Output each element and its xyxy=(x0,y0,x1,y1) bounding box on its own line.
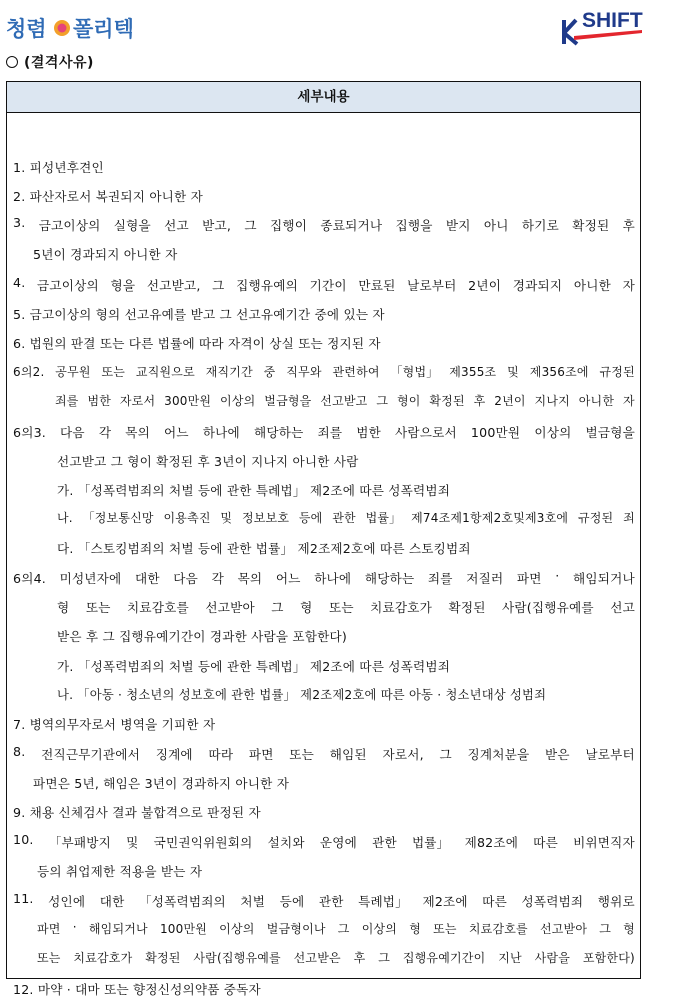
table-header: 세부내용 xyxy=(7,82,640,113)
list-item: 12. 마약 · 대마 또는 향정신성의약품 중독자 xyxy=(13,982,261,997)
list-item: 4. 금고이상의 형을 선고받고, 그 집행유예의 기간이 만료된 날로부터 2년이 경과되지 아니한 자 xyxy=(13,275,635,293)
list-item: 9. 채용 신체검사 결과 불합격으로 판정된 자 xyxy=(13,805,261,820)
list-item: 가. 「성폭력범죄의 처벌 등에 관한 특례법」 제2조에 따른 성폭력범죄 xyxy=(57,483,451,498)
list-item: 11. 성인에 대한 「성폭력범죄의 처벌 등에 관한 특례법」 제2조에 따른 성폭력범죄 행위로 xyxy=(13,891,635,909)
list-item: 6의2. 공무원 또는 교직원으로 재직기간 중 직무와 관련하여 「형법」 제355조 및 제356조에 규정된 xyxy=(13,365,635,379)
list-item: 1. 피성년후견인 xyxy=(13,160,104,175)
list-item: 나. 「정보통신망 이용촉진 및 정보보호 등에 관한 법률」 제74조제1항제2호및제3호에 규정된 죄 xyxy=(57,511,635,525)
list-item: 3. 금고이상의 실형을 선고 받고, 그 집행이 종료되거나 집행을 받지 아니 하기로 확정된 후 xyxy=(13,215,635,233)
circle-bullet-icon xyxy=(6,56,18,68)
list-item: 죄를 범한 자로서 300만원 이상의 벌금형을 선고받고 그 형이 확정된 후 2년이 지나지 아니한 자 xyxy=(55,394,635,408)
list-item: 파면 · 해임되거나 100만원 이상의 벌금형이나 그 이상의 형 또는 치료감호를 선고받아 그 형 xyxy=(37,920,635,936)
list-item: 6. 법원의 판결 또는 다른 법률에 따라 자격이 상실 또는 정지된 자 xyxy=(13,336,381,351)
list-item: 7. 병역의무자로서 병역을 기피한 자 xyxy=(13,717,216,732)
list-item: 파면은 5년, 해임은 3년이 경과하지 아니한 자 xyxy=(33,776,290,791)
list-item: 받은 후 그 집행유예기간이 경과한 사람을 포함한다) xyxy=(57,629,348,644)
list-item: 가. 「성폭력범죄의 처벌 등에 관한 특례법」 제2조에 따른 성폭력범죄 xyxy=(57,659,451,674)
k-shift-logo xyxy=(560,6,644,46)
list-item: 10. 「부패방지 및 국민권익위원회의 설치와 운영에 관한 법률」 제82조에 따른 비위면직자 xyxy=(13,832,635,850)
list-item: 형 또는 치료감호를 선고받아 그 형 또는 치료감호가 확정된 사람(집행유예를 선고 xyxy=(57,600,635,615)
svg-text:폴리텍: 폴리텍 xyxy=(73,17,134,41)
disqualification-table xyxy=(6,81,641,997)
list-item: 5. 금고이상의 형의 선고유예를 받고 그 선고유예기간 중에 있는 자 xyxy=(13,307,385,322)
list-item: 나. 「아동 · 청소년의 성보호에 관한 법률」 제2조제2호에 따른 아동 · 청소년대상 성범죄 xyxy=(57,688,547,702)
list-item: 6의4. 미성년자에 대한 다음 각 목의 어느 하나에 해당하는 죄를 저질러 파면 · 해임되거나 xyxy=(13,568,635,586)
svg-text:청렴: 청렴 xyxy=(6,17,47,41)
list-item: 또는 치료감호가 확정된 사람(집행유예를 선고받은 후 그 집행유예기간이 지난 사람을 포함한다) xyxy=(37,951,635,965)
list-item: 선고받고 그 형이 확정된 후 3년이 지나지 아니한 사람 xyxy=(57,454,359,469)
section-title: (결격사유) xyxy=(6,52,94,72)
list-item: 등의 취업제한 적용을 받는 자 xyxy=(37,864,203,879)
list-item: 5년이 경과되지 아니한 자 xyxy=(33,247,178,262)
list-item: 2. 파산자로서 복권되지 아니한 자 xyxy=(13,189,203,204)
cheongryeom-polytech-logo xyxy=(4,8,134,46)
svg-text:SHIFT: SHIFT xyxy=(582,9,643,32)
list-item: 다. 「스토킹범죄의 처벌 등에 관한 법률」 제2조제2호에 따른 스토킹범죄 xyxy=(57,541,471,556)
list-item: 6의3. 다음 각 목의 어느 하나에 해당하는 죄를 범한 사람으로서 100만원 이상의 벌금형을 xyxy=(13,425,635,440)
list-item: 8. 전직근무기관에서 징계에 따라 파면 또는 해임된 자로서, 그 징계처분을 받은 날로부터 xyxy=(13,744,635,762)
